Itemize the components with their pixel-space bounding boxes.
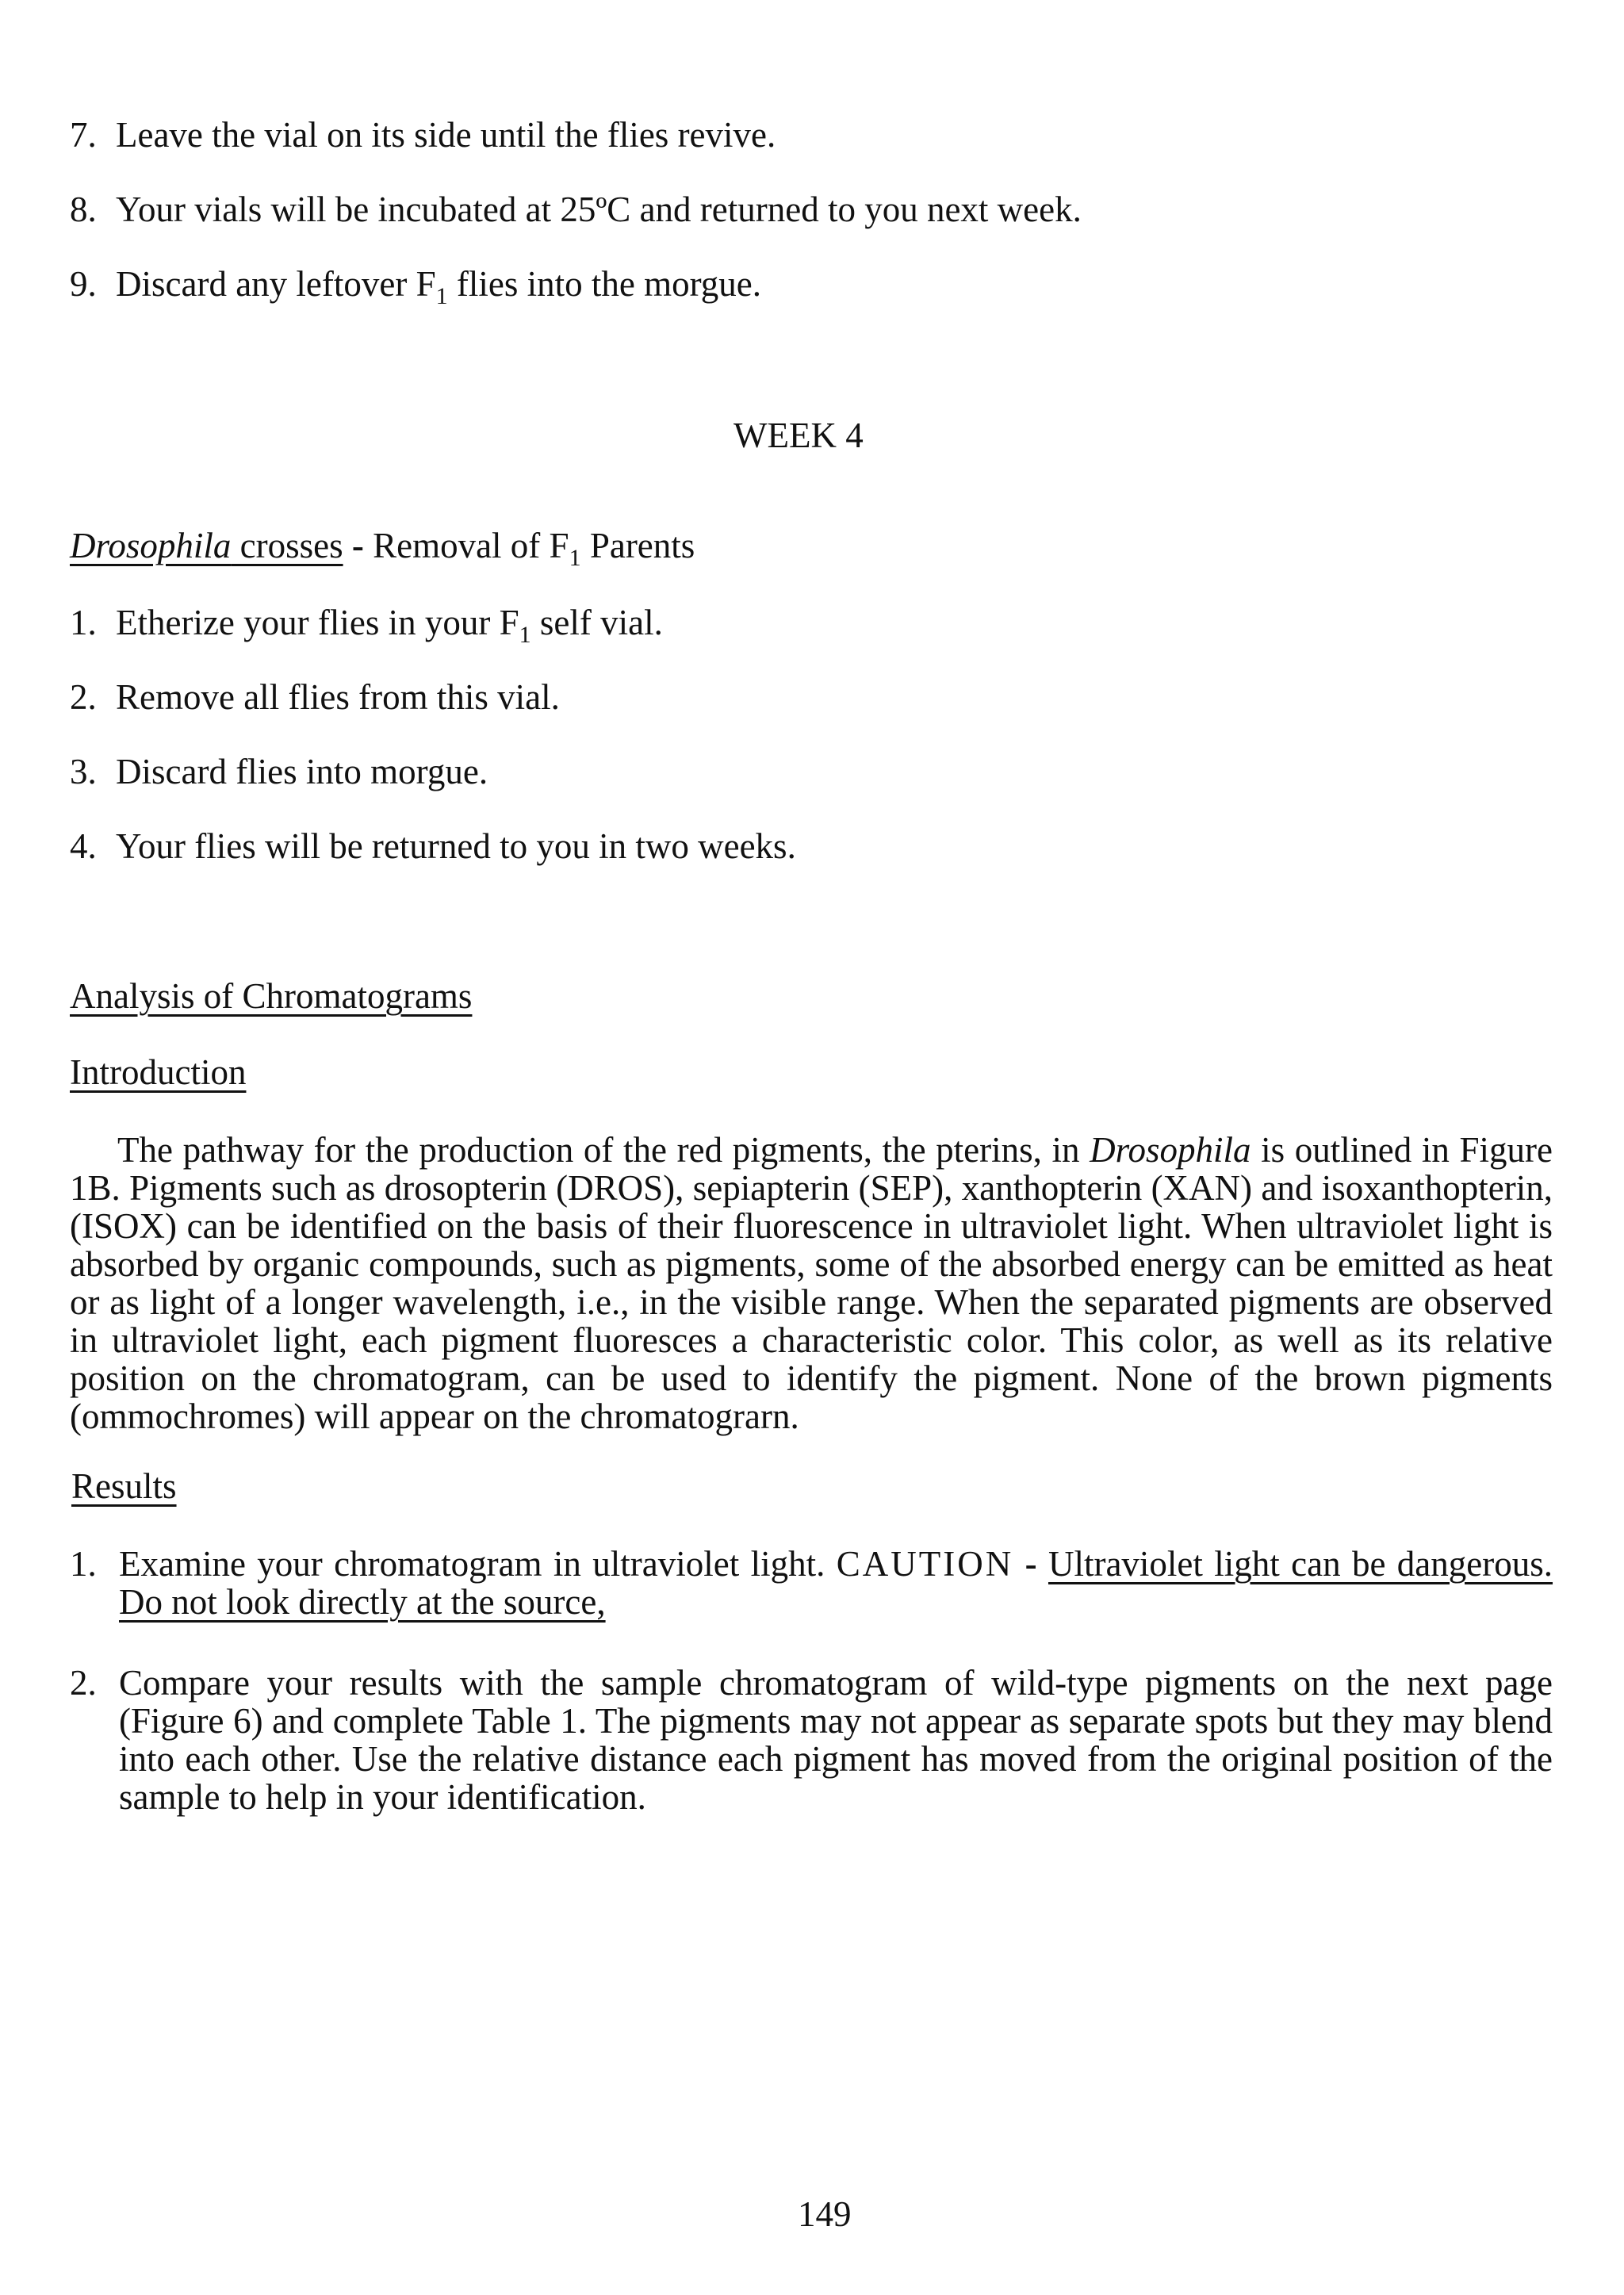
- step-number: 1.: [70, 603, 97, 642]
- step-text: Etherize your flies in your F: [116, 603, 519, 642]
- subscript: 1: [435, 283, 448, 309]
- cross-step-4: [70, 827, 796, 865]
- caution-warning: Ultraviolet light can be dangerous. Do not look directly at the source,: [119, 1544, 1553, 1622]
- intro-italic: Drosophila: [1090, 1130, 1251, 1170]
- crosses-heading: [70, 526, 695, 571]
- step-text-end: flies into the morgue.: [447, 264, 761, 304]
- step-text: Leave the vial on its side until the flies revive.: [116, 115, 776, 155]
- crosses-subtitle: Removal of F: [373, 526, 569, 565]
- caution-label: CAUTION: [836, 1544, 1014, 1584]
- subscript: 1: [569, 545, 581, 571]
- result-number: 1.: [70, 1544, 97, 1584]
- week-heading: WEEK 4: [733, 416, 864, 455]
- subscript: 1: [519, 622, 531, 648]
- cross-step-2: [70, 678, 560, 716]
- page-number: 149: [798, 2194, 852, 2234]
- result-body: Compare your results with the sample chromatogram of wild-type pigments on the next page (Figure 6) and complete Table 1. The pigments may not appear as separate spots but they may blend into each other. Use the relative distance each pigment has moved from the original position of the sample to help in your identification.: [119, 1663, 1553, 1817]
- step-number: 7.: [70, 115, 97, 155]
- result-2: [70, 1664, 1553, 1822]
- crosses-title: [70, 526, 343, 565]
- cross-step-3: [70, 753, 488, 791]
- crosses-word: crosses: [231, 526, 343, 565]
- crosses-subtitle-end: Parents: [580, 526, 695, 565]
- intro-text-start: The pathway for the production of the red pigments, the pterins, in: [117, 1130, 1090, 1170]
- results-heading: Results: [71, 1466, 177, 1506]
- crosses-italic: Drosophila: [70, 526, 232, 565]
- crosses-dash: -: [343, 526, 373, 565]
- step-text-end: self vial.: [530, 603, 663, 642]
- step-9: [70, 264, 761, 309]
- introduction-paragraph: [70, 1131, 1553, 1435]
- caution-dash: -: [1013, 1544, 1048, 1584]
- step-text: Remove all flies from this vial.: [116, 677, 560, 717]
- step-text: Discard any leftover F: [116, 264, 436, 304]
- step-number: 4.: [70, 826, 97, 866]
- intro-text-end: is outlined in Figure 1B. Pigments such as drosopterin (DROS), sepiapterin (SEP), xanthopterin (XAN) and isoxanthopterin, (ISOX) can be identified on the basis of their fluorescence in ultraviolet light. When ultraviolet light is absorbed by organic compounds, such as pigments, some of the absorbed energy can be emitted as heat or as light of a longer wavelength, i.e., in the visible range. When the separated pigments are observed in ultraviolet light, each pigment fluoresces a characteristic color. This color, as well as its relative position on the chromatogram, can be used to identify the pigment. None of the brown pigments (ommochromes) will appear on the chromatograrn.: [70, 1130, 1553, 1436]
- result-body: [119, 1545, 1553, 1621]
- step-text: Your flies will be returned to you in two weeks.: [116, 826, 796, 866]
- result-text: Examine your chromatogram in ultraviolet light.: [119, 1544, 837, 1584]
- step-8: [70, 190, 1082, 228]
- step-number: 3.: [70, 752, 97, 791]
- step-text: Your vials will be incubated at 25ºC and returned to you next week.: [116, 190, 1082, 229]
- step-number: 8.: [70, 190, 97, 229]
- cross-step-1: [70, 603, 663, 648]
- step-number: 2.: [70, 677, 97, 717]
- introduction-heading: Introduction: [70, 1052, 247, 1092]
- step-7: [70, 116, 776, 154]
- result-number: 2.: [70, 1663, 97, 1703]
- result-1: [70, 1545, 1553, 1624]
- step-text: Discard flies into morgue.: [116, 752, 488, 791]
- step-number: 9.: [70, 264, 97, 304]
- analysis-heading: Analysis of Chromatograms: [70, 976, 473, 1016]
